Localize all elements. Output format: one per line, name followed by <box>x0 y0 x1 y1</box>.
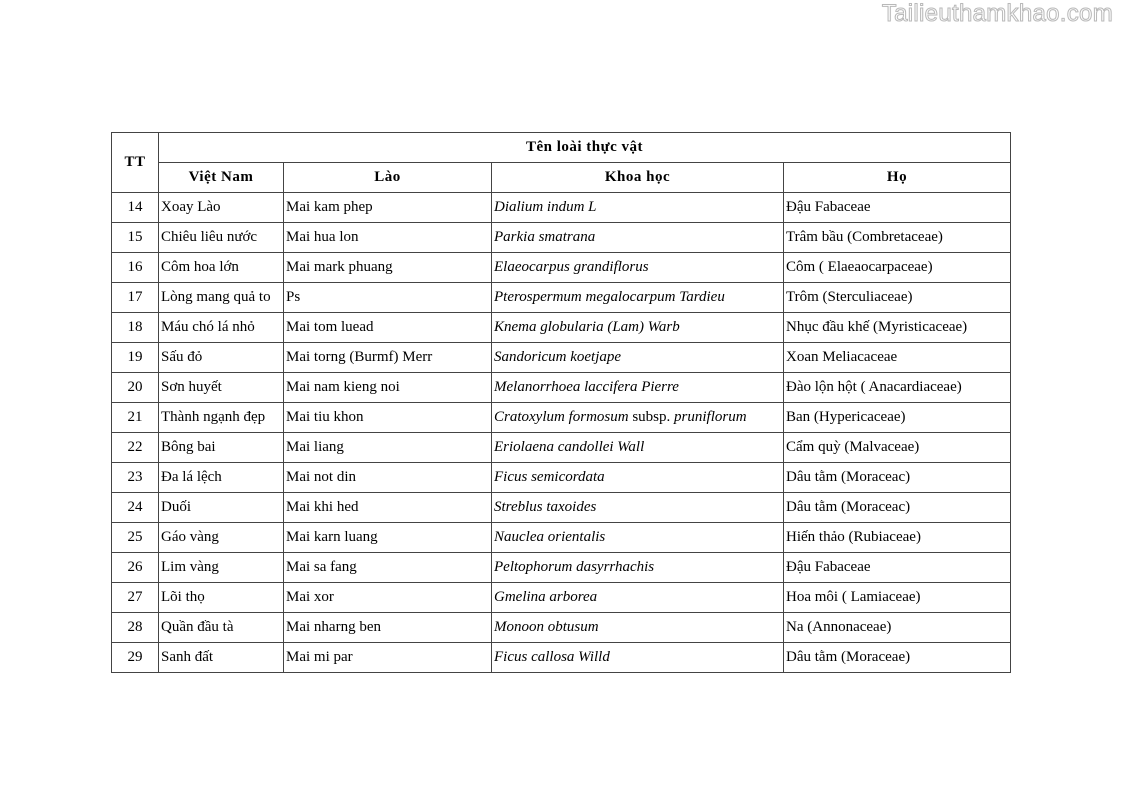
table-row <box>112 193 1011 223</box>
cell-family: Dâu tằm (Moraceac) <box>784 463 1011 493</box>
cell-lao-name: Mai nharng ben <box>284 613 492 643</box>
cell-lao-name: Mai kam phep <box>284 193 492 223</box>
cell-family: Hoa môi ( Lamiaceae) <box>784 583 1011 613</box>
cell-lao-name: Mai nam kieng noi <box>284 373 492 403</box>
cell-family: Cẩm quỳ (Malvaceae) <box>784 433 1011 463</box>
scientific-name-text: Gmelina arborea <box>494 589 598 605</box>
scientific-name-text: Cratoxylum formosum <box>494 409 629 425</box>
cell-scientific-name <box>492 253 784 283</box>
cell-scientific-name <box>492 283 784 313</box>
table-row <box>112 403 1011 433</box>
cell-tt: 17 <box>112 283 159 313</box>
cell-scientific-name <box>492 343 784 373</box>
column-header-tt: TT <box>112 133 159 193</box>
cell-tt: 27 <box>112 583 159 613</box>
scientific-name-text: Eriolaena candollei Wall <box>494 439 645 455</box>
cell-family: Dâu tằm (Moraceac) <box>784 493 1011 523</box>
cell-lao-name: Mai xor <box>284 583 492 613</box>
cell-family: Đào lộn hột ( Anacardiaceae) <box>784 373 1011 403</box>
scientific-name-text: Sandoricum koetjape <box>494 349 622 365</box>
cell-vietnam-name: Gáo vàng <box>159 523 284 553</box>
cell-vietnam-name: Quần đầu tà <box>159 613 284 643</box>
cell-family: Ban (Hypericaceae) <box>784 403 1011 433</box>
scientific-name-rank: subsp. <box>628 409 675 425</box>
scientific-name-text: Monoon obtusum <box>494 619 599 635</box>
column-header-family: Họ <box>784 163 1011 193</box>
cell-vietnam-name: Máu chó lá nhỏ <box>159 313 284 343</box>
table-row <box>112 643 1011 673</box>
cell-vietnam-name: Lim vàng <box>159 553 284 583</box>
cell-vietnam-name: Thành ngạnh đẹp <box>159 403 284 433</box>
cell-tt: 20 <box>112 373 159 403</box>
cell-scientific-name <box>492 553 784 583</box>
scientific-name-text: Parkia smatrana <box>494 229 596 245</box>
cell-lao-name: Mai sa fang <box>284 553 492 583</box>
cell-lao-name: Mai mi par <box>284 643 492 673</box>
scientific-name-text: Elaeocarpus grandiflorus <box>494 259 649 275</box>
cell-lao-name: Mai liang <box>284 433 492 463</box>
table-row <box>112 253 1011 283</box>
column-header-vietnam: Việt Nam <box>159 163 284 193</box>
cell-lao-name: Ps <box>284 283 492 313</box>
scientific-name-text: Ficus semicordata <box>494 469 605 485</box>
cell-tt: 24 <box>112 493 159 523</box>
scientific-name-text: Pterospermum megalocarpum Tardieu <box>494 289 725 305</box>
cell-family: Hiến thảo (Rubiaceae) <box>784 523 1011 553</box>
cell-scientific-name <box>492 613 784 643</box>
scientific-name-text: Streblus taxoides <box>494 499 597 515</box>
cell-family: Đậu Fabaceae <box>784 193 1011 223</box>
table-body <box>112 193 1011 673</box>
cell-lao-name: Mai torng (Burmf) Merr <box>284 343 492 373</box>
cell-lao-name: Mai mark phuang <box>284 253 492 283</box>
cell-family: Trâm bầu (Combretaceae) <box>784 223 1011 253</box>
cell-lao-name: Mai karn luang <box>284 523 492 553</box>
cell-scientific-name <box>492 643 784 673</box>
cell-vietnam-name: Xoay Lào <box>159 193 284 223</box>
cell-family: Trôm (Sterculiaceae) <box>784 283 1011 313</box>
cell-family: Xoan Meliacaceae <box>784 343 1011 373</box>
cell-tt: 14 <box>112 193 159 223</box>
cell-vietnam-name: Côm hoa lớn <box>159 253 284 283</box>
column-group-header-species-name: Tên loài thực vật <box>159 133 1011 163</box>
cell-tt: 15 <box>112 223 159 253</box>
cell-family: Nhục đầu khế (Myristicaceae) <box>784 313 1011 343</box>
cell-tt: 22 <box>112 433 159 463</box>
table-row <box>112 523 1011 553</box>
cell-tt: 25 <box>112 523 159 553</box>
cell-lao-name: Mai khi hed <box>284 493 492 523</box>
cell-lao-name: Mai not din <box>284 463 492 493</box>
scientific-name-text: Knema globularia (Lam) Warb <box>494 319 680 335</box>
cell-scientific-name <box>492 313 784 343</box>
scientific-name-text: Melanorrhoea laccifera Pierre <box>494 379 679 395</box>
table-subheader-row <box>112 163 1011 193</box>
cell-vietnam-name: Duối <box>159 493 284 523</box>
cell-scientific-name <box>492 463 784 493</box>
table-row <box>112 463 1011 493</box>
cell-lao-name: Mai tiu khon <box>284 403 492 433</box>
cell-lao-name: Mai hua lon <box>284 223 492 253</box>
cell-vietnam-name: Sanh đất <box>159 643 284 673</box>
cell-scientific-name <box>492 193 784 223</box>
cell-tt: 18 <box>112 313 159 343</box>
cell-vietnam-name: Sấu đỏ <box>159 343 284 373</box>
cell-tt: 16 <box>112 253 159 283</box>
table-row <box>112 343 1011 373</box>
cell-scientific-name <box>492 523 784 553</box>
plant-species-table <box>111 132 1011 673</box>
cell-scientific-name <box>492 583 784 613</box>
cell-tt: 29 <box>112 643 159 673</box>
scientific-name-text: Dialium indum L <box>494 199 597 215</box>
table-row <box>112 313 1011 343</box>
cell-vietnam-name: Lõi thọ <box>159 583 284 613</box>
table-row <box>112 493 1011 523</box>
cell-family: Dâu tằm (Moraceae) <box>784 643 1011 673</box>
cell-tt: 28 <box>112 613 159 643</box>
table-row <box>112 373 1011 403</box>
cell-tt: 19 <box>112 343 159 373</box>
table-row <box>112 613 1011 643</box>
cell-scientific-name <box>492 373 784 403</box>
table-row <box>112 223 1011 253</box>
scientific-name-text: Nauclea orientalis <box>494 529 606 545</box>
table-row <box>112 283 1011 313</box>
table-header-row <box>112 133 1011 163</box>
watermark-logo: Tailieuthamkhao.com <box>881 0 1113 27</box>
cell-vietnam-name: Sơn huyết <box>159 373 284 403</box>
cell-tt: 21 <box>112 403 159 433</box>
table-row <box>112 433 1011 463</box>
column-header-scientific: Khoa học <box>492 163 784 193</box>
cell-lao-name: Mai tom luead <box>284 313 492 343</box>
cell-family: Đậu Fabaceae <box>784 553 1011 583</box>
cell-vietnam-name: Đa lá lệch <box>159 463 284 493</box>
table-row <box>112 553 1011 583</box>
cell-tt: 23 <box>112 463 159 493</box>
cell-tt: 26 <box>112 553 159 583</box>
table-row <box>112 583 1011 613</box>
cell-scientific-name <box>492 433 784 463</box>
cell-scientific-name <box>492 223 784 253</box>
cell-scientific-name <box>492 493 784 523</box>
cell-vietnam-name: Chiêu liêu nước <box>159 223 284 253</box>
cell-family: Na (Annonaceae) <box>784 613 1011 643</box>
scientific-name-text: Peltophorum dasyrrhachis <box>494 559 655 575</box>
cell-vietnam-name: Bông bai <box>159 433 284 463</box>
cell-vietnam-name: Lòng mang quả to <box>159 283 284 313</box>
cell-family: Côm ( Elaeaocarpaceae) <box>784 253 1011 283</box>
scientific-name-subspecies: pruniflorum <box>674 409 747 425</box>
cell-scientific-name <box>492 403 784 433</box>
scientific-name-text: Ficus callosa Willd <box>494 649 610 665</box>
column-header-lao: Lào <box>284 163 492 193</box>
